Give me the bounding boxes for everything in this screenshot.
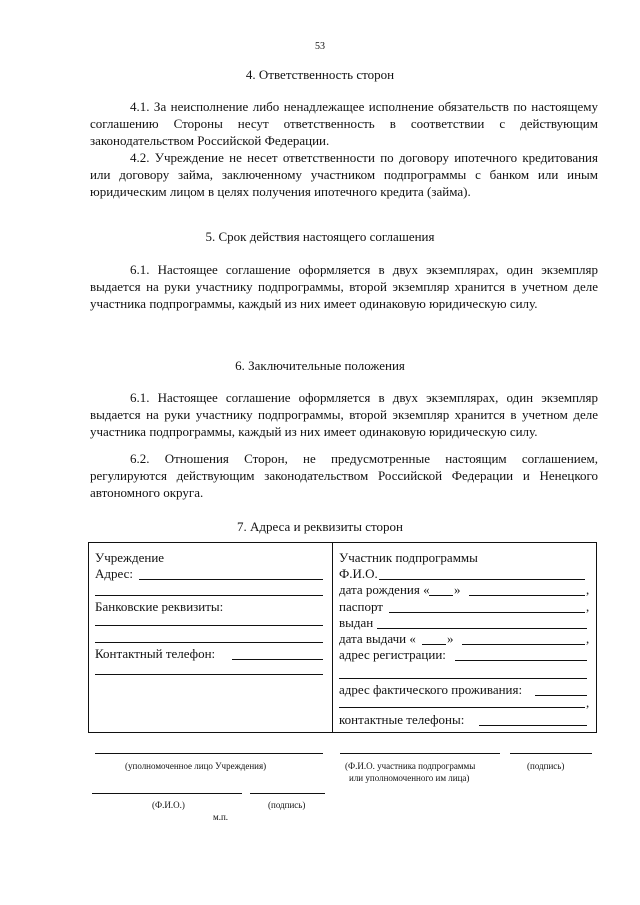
institution-address-line-1 [139,579,323,580]
institution-title: Учреждение [95,550,165,565]
section-4-title: 4. Ответственность сторон [245,67,395,82]
issue-date-label: дата выдачи « [339,631,416,646]
passport-line [389,612,585,613]
birth-day-line [429,595,453,596]
actual-address-line [535,695,587,696]
institution-phone-label: Контактный телефон: [95,646,216,661]
institution-address-label: Адрес: [95,566,133,581]
bank-details-line-1 [95,625,323,626]
birth-date-close-quote: » [454,582,461,597]
participant-signature-line [510,753,592,754]
actual-address-comma: , [586,695,590,710]
issued-label: выдан [339,615,374,630]
actual-address-label: адрес фактического проживания: [339,682,523,697]
issue-date-comma: , [586,631,590,646]
issue-day-line [422,644,446,645]
issue-date-line [462,644,585,645]
section-6-title: 6. Заключительные положения [235,358,405,373]
paragraph-4-2: 4.2. Учреждение не несет ответственности по договору ипотечного кредитования или договору займа, заключенному участником подпрограммы с банком или иным юридическим лицом в целях получения ипотечного кредита (займа). [90,150,598,199]
requisites-table [88,542,597,733]
fio-caption: (Ф.И.О.) [152,800,185,810]
registration-address-line [455,660,587,661]
participant-fio-label: Ф.И.О. [339,566,378,581]
signature-caption: (подпись) [268,800,306,810]
registration-address-label: адрес регистрации: [339,647,446,662]
page-number: 53 [315,41,325,52]
bank-details-line-2 [95,642,323,643]
birth-date-line [469,595,585,596]
section-5-title: 5. Срок действия настоящего соглашения [205,229,435,244]
fio-signature-line [92,793,242,794]
institution-phone-line [232,659,323,660]
participant-fio-caption-2: или уполномоченного им лица) [349,773,470,783]
participant-fio-line [379,579,585,580]
signature-line [250,793,325,794]
authorized-signature-line [95,753,323,754]
institution-extra-line [95,674,323,675]
participant-title: Участник подпрограммы [339,550,478,565]
passport-label: паспорт [339,599,383,614]
participant-signature-caption: (подпись) [527,761,565,771]
stamp-caption: м.п. [213,812,229,822]
paragraph-6-2: 6.2. Отношения Сторон, не предусмотренные настоящим соглашением, регулируются действующим законодательством Российской Федерации и Ненецкого автономного округа. [90,451,598,500]
paragraph-4-1: 4.1. За неисполнение либо ненадлежащее исполнение обязательств по настоящему соглашению Стороны несут ответственность в соответствии с действующим законодательством Российской Федерации. [90,99,598,148]
participant-fio-signature-line [340,753,500,754]
paragraph-6-1: 6.1. Настоящее соглашение оформляется в двух экземплярах, один экземпляр выдается на руки участнику подпрограммы, второй экземпляр хранится в учетном деле участника подпрограммы, каждый из них имеет одинаковую юридическую силу. [90,390,598,439]
birth-date-comma: , [586,582,590,597]
issued-line [377,628,587,629]
institution-address-line-2 [95,595,323,596]
contact-phones-label: контактные телефоны: [339,712,465,727]
bank-details-label: Банковские реквизиты: [95,599,224,614]
participant-fio-caption: (Ф.И.О. участника подпрограммы [345,761,476,771]
authorized-person-caption: (уполномоченное лицо Учреждения) [125,761,267,771]
table-divider [332,543,333,732]
paragraph-5-1: 6.1. Настоящее соглашение оформляется в двух экземплярах, один экземпляр выдается на руки участнику подпрограммы, второй экземпляр хранится в учетном деле участника подпрограммы, каждый из них имеет одинаковую юридическую силу. [90,262,598,311]
registration-address-line-2 [339,678,587,679]
contact-phones-line [479,725,587,726]
birth-date-label: дата рождения « [339,582,430,597]
actual-address-line-2 [339,707,585,708]
issue-date-close-quote: » [447,631,454,646]
passport-comma: , [586,599,590,614]
section-7-title: 7. Адреса и реквизиты сторон [237,519,403,534]
